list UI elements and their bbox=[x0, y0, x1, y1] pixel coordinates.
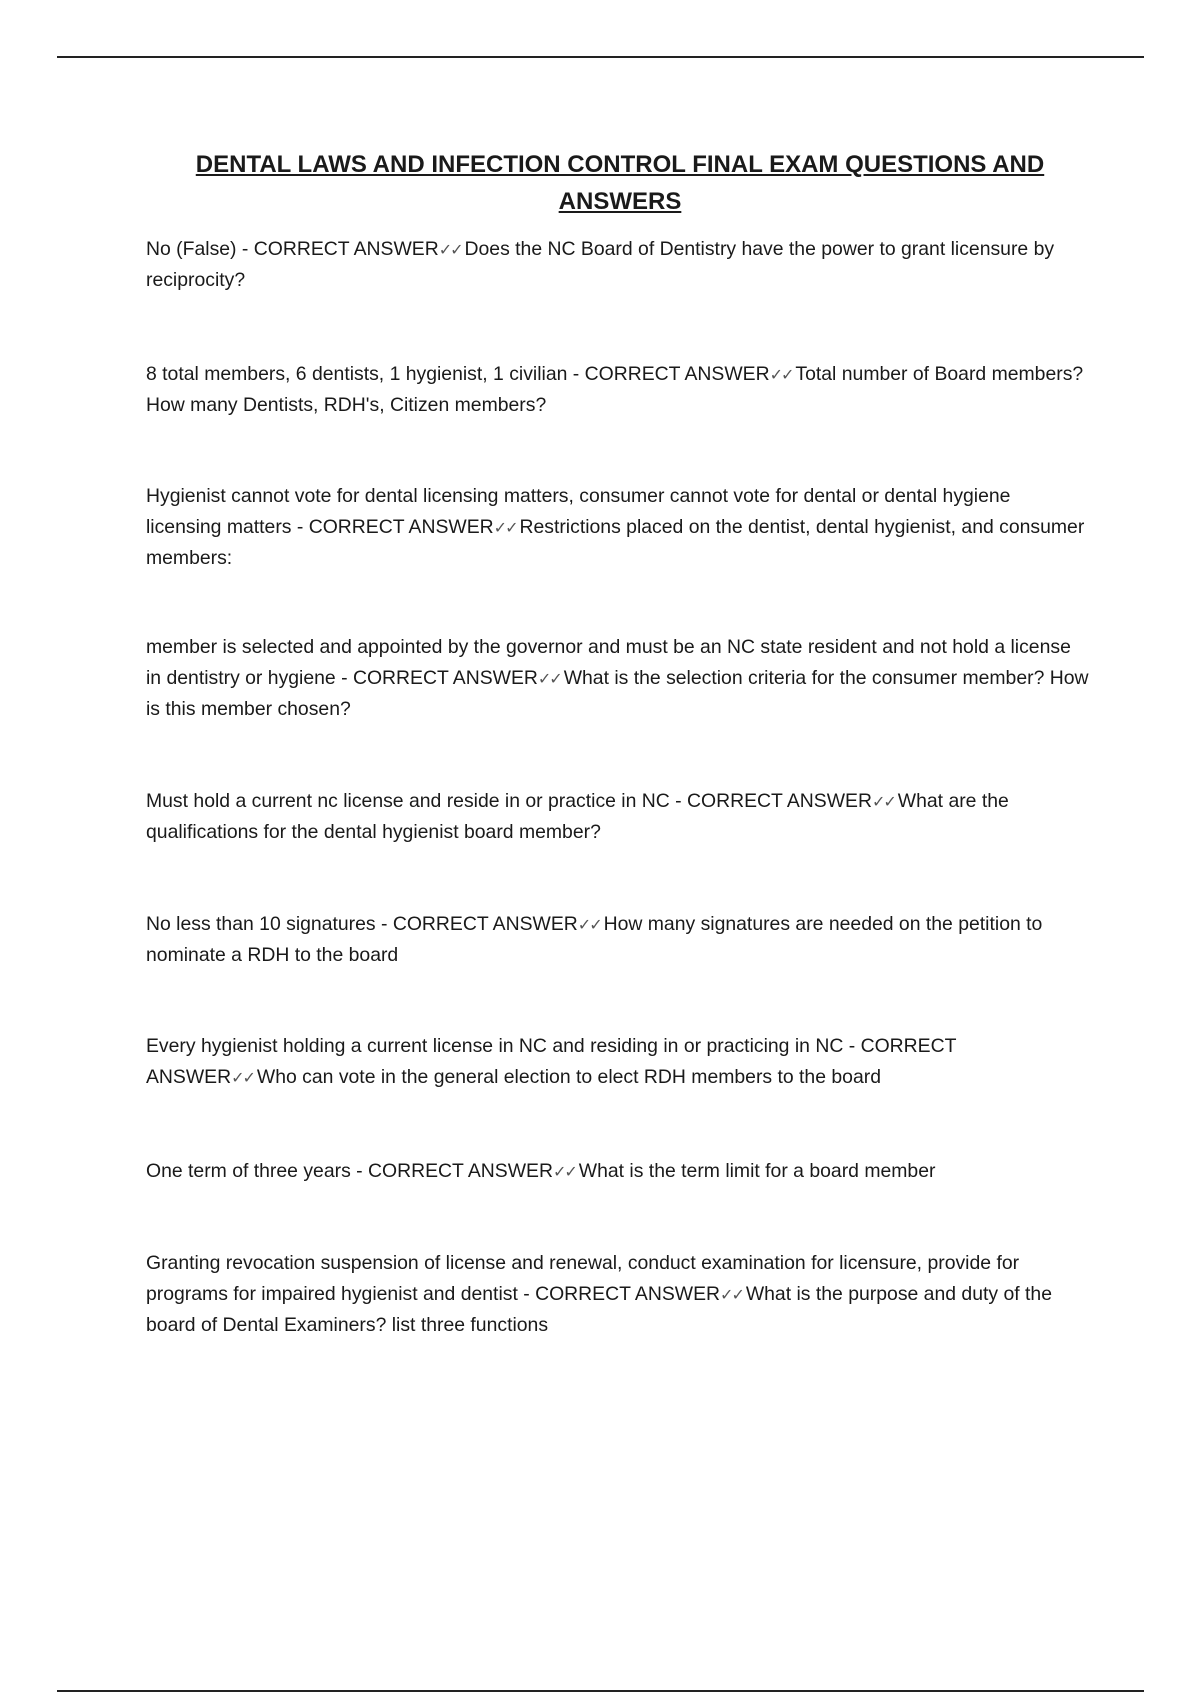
correct-answer-label: CORRECT ANSWER bbox=[308, 516, 494, 538]
correct-answer-label: CORRECT ANSWER bbox=[146, 1035, 957, 1088]
question-text: Does the NC Board of Dentistry have the power to grant licensure by reciprocity? bbox=[146, 238, 1055, 291]
correct-answer-label: CORRECT ANSWER bbox=[687, 790, 872, 812]
answer-text: One term of three years - bbox=[146, 1160, 368, 1182]
double-check-icon: ✓✓ bbox=[720, 1285, 743, 1304]
qa-item bbox=[146, 1156, 1091, 1187]
qa-item bbox=[146, 632, 1091, 725]
question-text: What is the term limit for a board member bbox=[578, 1160, 936, 1182]
bottom-rule bbox=[57, 1690, 1144, 1692]
correct-answer-label: CORRECT ANSWER bbox=[368, 1160, 553, 1182]
correct-answer-label: CORRECT ANSWER bbox=[392, 913, 578, 935]
double-check-icon: ✓✓ bbox=[438, 240, 462, 259]
question-text: Restrictions placed on the dentist, dental hygienist, and consumer members: bbox=[146, 516, 1085, 569]
document-title: DENTAL LAWS AND INFECTION CONTROL FINAL EXAM QUESTIONS AND ANSWERS bbox=[195, 151, 1045, 215]
answer-text: Every hygienist holding a current license in NC and residing in or practicing in NC - bbox=[146, 1035, 861, 1057]
double-check-icon: ✓✓ bbox=[769, 365, 793, 384]
qa-item bbox=[146, 234, 1091, 296]
question-text: What is the selection criteria for the consumer member? How is this member chosen? bbox=[146, 667, 1089, 720]
qa-item bbox=[146, 359, 1091, 421]
qa-item bbox=[146, 1031, 1091, 1093]
qa-item bbox=[146, 786, 1091, 848]
qa-item bbox=[146, 1248, 1091, 1341]
question-text: Who can vote in the general election to elect RDH members to the board bbox=[256, 1066, 881, 1088]
correct-answer-label: CORRECT ANSWER bbox=[352, 667, 538, 689]
answer-text: 8 total members, 6 dentists, 1 hygienist, 1 civilian - bbox=[146, 363, 585, 385]
double-check-icon: ✓✓ bbox=[537, 669, 561, 688]
answer-text: No (False) - bbox=[146, 238, 254, 260]
question-text: How many signatures are needed on the petition to nominate a RDH to the board bbox=[146, 913, 1043, 966]
correct-answer-label: CORRECT ANSWER bbox=[584, 363, 770, 385]
question-text: Total number of Board members? How many Dentists, RDH's, Citizen members? bbox=[146, 363, 1084, 416]
double-check-icon: ✓✓ bbox=[871, 792, 895, 811]
answer-text: member is selected and appointed by the governor and must be an NC state resident and not hold a license in dentistry or hygiene - bbox=[146, 636, 1071, 689]
double-check-icon: ✓✓ bbox=[493, 518, 517, 537]
top-rule bbox=[57, 56, 1144, 58]
answer-text: Hygienist cannot vote for dental licensing matters, consumer cannot vote for dental or dental hygiene licensing matters - bbox=[146, 485, 1011, 538]
question-text: What are the qualifications for the dental hygienist board member? bbox=[146, 790, 1009, 843]
correct-answer-label: CORRECT ANSWER bbox=[535, 1283, 721, 1305]
double-check-icon: ✓✓ bbox=[577, 915, 601, 934]
answer-text: Must hold a current nc license and reside in or practice in NC - bbox=[146, 790, 688, 812]
correct-answer-label: CORRECT ANSWER bbox=[253, 238, 439, 260]
double-check-icon: ✓✓ bbox=[552, 1162, 576, 1181]
qa-item bbox=[146, 481, 1091, 574]
answer-text: No less than 10 signatures - bbox=[146, 913, 393, 935]
qa-item bbox=[146, 909, 1091, 971]
question-text: What is the purpose and duty of the board of Dental Examiners? list three functions bbox=[146, 1283, 1052, 1336]
answer-text: Granting revocation suspension of license and renewal, conduct examination for licensure, provide for programs for impaired hygienist and dentist - bbox=[146, 1252, 1020, 1305]
double-check-icon: ✓✓ bbox=[231, 1068, 254, 1087]
